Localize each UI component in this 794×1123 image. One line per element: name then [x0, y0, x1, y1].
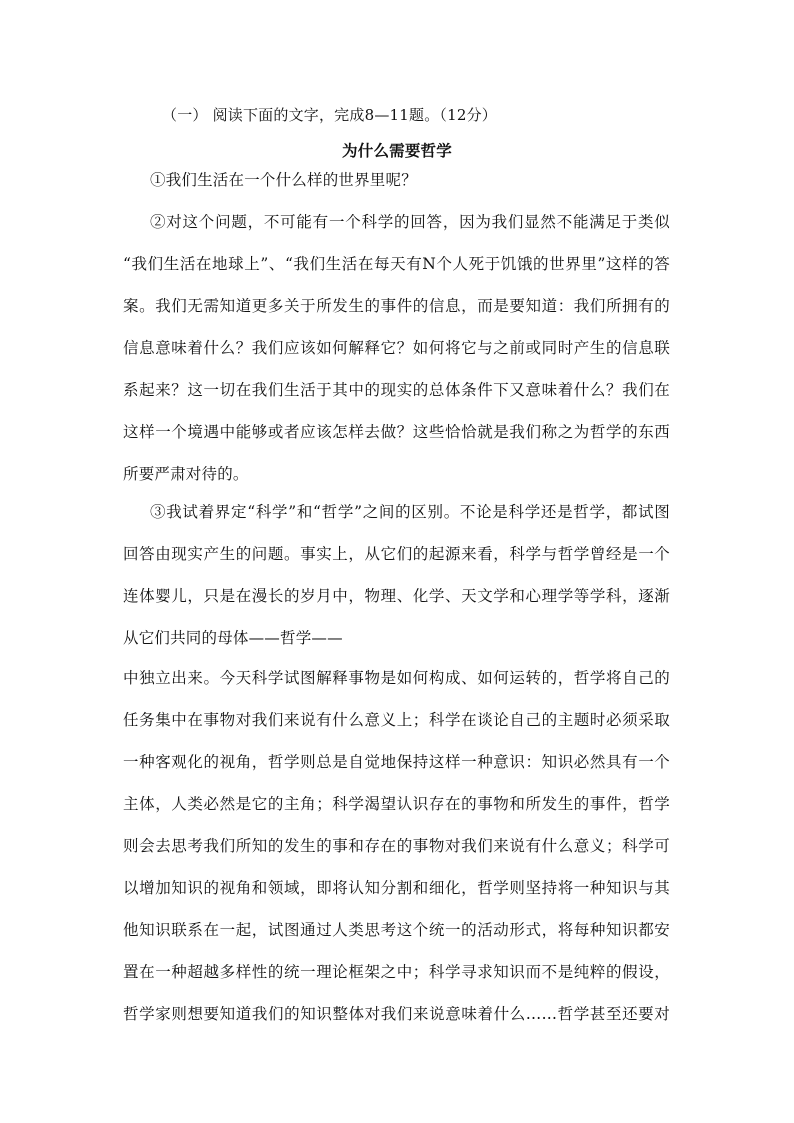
paragraph-3-line: 任务集中在事物对我们来说有什么意义上；科学在谈论自己的主题时必须采取	[123, 711, 670, 729]
paragraph-1-line: ①我们生活在一个什么样的世界里呢？	[150, 171, 417, 189]
paragraph-3-line: 以增加知识的视角和领域，即将认知分割和细化，哲学则坚持将一种知识与其	[123, 879, 670, 897]
paragraph-3-line: 从它们共同的母体——哲学——	[123, 629, 343, 647]
section-heading: （一） 阅读下面的文字，完成8—11题。（12分）	[162, 106, 497, 124]
paragraph-3-line: 主体，人类必然是它的主角；科学渴望认识存在的事物和所发生的事件，哲学	[123, 795, 670, 813]
paragraph-2-line: “我们生活在地球上”、“我们生活在每天有N个人死于饥饿的世界里”这样的答	[123, 255, 670, 273]
paragraph-3-line: 一种客观化的视角，哲学则总是自觉地保持这样一种意识：知识必然具有一个	[123, 753, 670, 771]
paragraph-3-line: 他知识联系在一起，试图通过人类思考这个统一的活动形式，将每种知识都安	[123, 921, 670, 939]
article-title: 为什么需要哲学	[342, 141, 452, 160]
paragraph-2-line: 这样一个境遇中能够或者应该怎样去做？这些恰恰就是我们称之为哲学的东西	[123, 423, 670, 441]
paragraph-3-line: 回答由现实产生的问题。事实上，从它们的起源来看，科学与哲学曾经是一个	[123, 545, 670, 563]
paragraph-3-line: 置在一种超越多样性的统一理论框架之中；科学寻求知识而不是纯粹的假设，	[123, 963, 670, 981]
paragraph-2-line: ②对这个问题，不可能有一个科学的回答，因为我们显然不能满足于类似	[150, 213, 670, 231]
paragraph-3-line: 中独立出来。今天科学试图解释事物是如何构成、如何运转的，哲学将自己的	[123, 669, 670, 687]
paragraph-3-line: 连体婴儿，只是在漫长的岁月中，物理、化学、天文学和心理学等学科，逐渐	[123, 587, 670, 605]
paragraph-2-line: 信息意味着什么？我们应该如何解释它？如何将它与之前或同时产生的信息联	[123, 339, 670, 357]
paragraph-2-line: 所要严肃对待的。	[123, 465, 249, 483]
paragraph-2-line: 案。我们无需知道更多关于所发生的事件的信息，而是要知道：我们所拥有的	[123, 297, 670, 315]
paragraph-2-line: 系起来？这一切在我们生活于其中的现实的总体条件下又意味着什么？我们在	[123, 381, 670, 399]
paragraph-3-line: ③我试着界定“科学”和“哲学”之间的区别。不论是科学还是哲学，都试图	[150, 503, 670, 521]
paragraph-3-line: 哲学家则想要知道我们的知识整体对我们来说意味着什么……哲学甚至还要对	[123, 1005, 670, 1023]
paragraph-3-line: 则会去思考我们所知的发生的事和存在的事物对我们来说有什么意义；科学可	[123, 837, 670, 855]
